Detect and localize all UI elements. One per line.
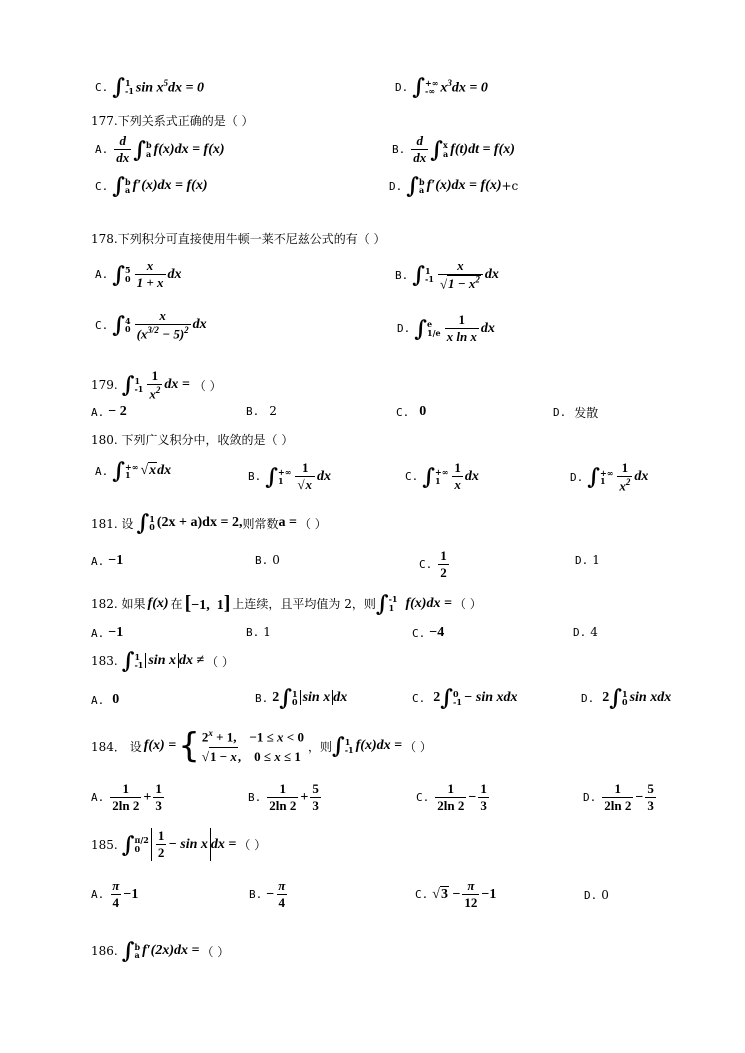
q184-stem: 184． 设 f(x) = { 2x + 1, −1 ≤ x < 0 √1 − x, 0 ≤ x ≤ 1 ，则 ∫ 1 -1 f(x)dx = （ ） xyxy=(91,726,432,767)
q178-title: 178.下列积分可直接使用牛顿一莱不尼兹公式的有（ ） xyxy=(91,232,386,246)
q181-option-b: B. 0 xyxy=(255,553,280,567)
q176-option-c: C. ∫ 1 -1 $\sin x^5dx = 0$ xyxy=(95,74,204,100)
q179-option-b: B. 2 xyxy=(246,404,277,418)
q177-option-a: A. $\frac{d}{dx}$ ∫ b a f(x)dx = f(x) xyxy=(95,133,225,165)
q178-option-c: C. ∫ 4 0 $\frac{x}{(x^{3/2} - 5)^2}$ dx xyxy=(95,308,207,342)
q185-option-a: A. $\frac{\pi}{4}$ −1 xyxy=(91,878,139,910)
q184-option-a: A. $\frac{1}{2\ln 2}$ + $\frac{1}{3}$ xyxy=(91,781,162,813)
q182-option-a: A. −1 xyxy=(91,625,124,640)
q177-option-c: C. ∫ b a f′(x)dx = f(x) xyxy=(95,173,208,199)
q178-option-d: D. ∫ e 1/e $\frac{1}{\text{x ln x}}$ dx xyxy=(397,312,495,344)
q177-option-d: D. ∫ b a f′(x)dx = f(x) +c xyxy=(389,173,519,199)
q183-option-d: D. 2 ∫ 1 0 sin xdx xyxy=(581,685,672,711)
q182-option-b: B. 1 xyxy=(246,625,271,639)
q184-option-b: B. $\frac{1}{2\ln 2}$ + $\frac{5}{3}$ xyxy=(248,781,319,813)
q180-title: 180. 下列广义积分中，收敛的是（ ） xyxy=(91,433,294,447)
q179-stem: 179. ∫ 1 -1 $\frac{1}{x^2}$ dx = （ ） xyxy=(91,368,222,402)
q181-option-d: D. 1 xyxy=(575,553,600,567)
q176-option-d: D. ∫ +∞ -∞ $x^3dx = 0$ xyxy=(395,74,488,100)
q178-option-a: A. ∫ 5 0 $\frac{x}{1 + x}$ dx xyxy=(95,258,182,290)
q183-option-b: B. 2 ∫ 1 0 sin x dx xyxy=(255,685,348,711)
q184-option-d: D. $\frac{1}{2\ln 2}$ − $\frac{5}{3}$ xyxy=(583,781,654,813)
q185-option-b: B. − $\frac{\pi}{4}$ xyxy=(249,878,286,910)
q177-title: 177.下列关系式正确的是（ ） xyxy=(91,114,254,128)
q185-option-d: D. 0 xyxy=(584,888,609,902)
q180-option-c: C. ∫ +∞ 1 $\frac{1}{x}$ dx xyxy=(405,460,479,492)
q186-stem: 186. ∫ b a f′(2x)dx = （ ） xyxy=(91,938,230,964)
q185-stem: 185. ∫ π/2 0 $\frac{1}{2}$ − sin x dx = （ ） xyxy=(91,828,267,860)
q180-option-a: A. ∫ +∞ 1 √xdx xyxy=(95,458,172,484)
q181-option-a: A. −1 xyxy=(91,553,124,568)
q184-option-c: C. $\frac{1}{2\ln 2}$ − $\frac{1}{3}$ xyxy=(416,781,487,813)
q178-option-b: B. ∫ 1 -1 $\frac{x}{√1 - x^2}$ dx xyxy=(395,258,499,292)
q180-option-d: D. ∫ +∞ 1 $\frac{1}{x^2}$ dx xyxy=(570,460,649,494)
q180-option-b: B. ∫ +∞ 1 $\frac{1}{√x}$ dx xyxy=(248,460,332,492)
q179-option-d: D. 发散 xyxy=(553,406,599,420)
q179-option-a: A. − 2 xyxy=(91,404,127,419)
q183-option-c: C. 2 ∫ 0 -1 − sin xdx xyxy=(412,685,518,711)
q183-option-a: A. 0 xyxy=(91,692,120,707)
q179-option-c: C. 0 xyxy=(396,404,427,419)
q185-option-c: C. √3 − $\frac{\pi}{12}$ −1 xyxy=(415,878,497,910)
q181-stem: 181. 设 ∫ 1 0 (2x + a)dx = 2, 则常数 a = （ ） xyxy=(91,510,327,536)
q183-stem: 183. ∫ 1 -1 sin x dx ≠ （ ） xyxy=(91,648,234,674)
q182-option-c: C. −4 xyxy=(412,625,445,640)
q177-option-b: B. $\frac{d}{dx}$ ∫ x a f(t)dt = f(x) xyxy=(392,133,515,165)
q181-option-c: C. $\frac{1}{2}$ xyxy=(419,548,447,580)
q182-option-d: D. 4 xyxy=(573,625,598,639)
q182-stem: 182. 如果 f(x) 在 [−1, 1] 上连续，且平均值为 2，则 ∫ -1 1 f(x)dx = （ ） xyxy=(91,590,482,617)
